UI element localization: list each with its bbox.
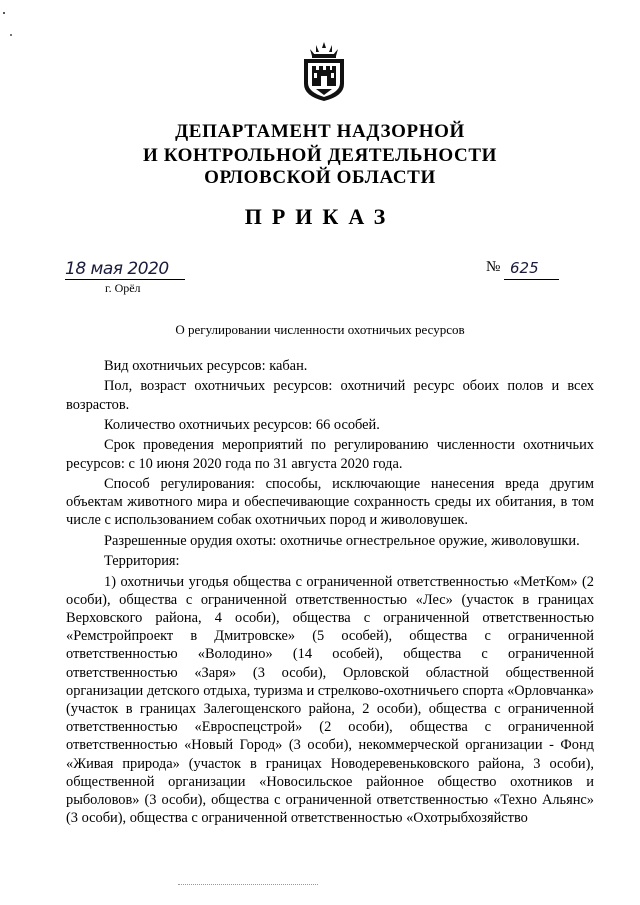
- department-name-line-2: И КОНТРОЛЬНОЙ ДЕЯТЕЛЬНОСТИ: [142, 145, 498, 166]
- coat-of-arms-icon: [299, 40, 349, 102]
- city-label: г. Орёл: [105, 281, 141, 295]
- order-title: ПРИКАЗ: [244, 204, 396, 229]
- paragraph-weapons: Разрешенные орудия охоты: охотничье огнестрельное оружие, живоловушки.: [104, 532, 580, 549]
- department-name-line-3: ОРЛОВСКОЙ ОБЛАСТИ: [204, 167, 436, 188]
- handwritten-number: 625: [510, 259, 539, 277]
- date-underline: [65, 279, 185, 280]
- paragraph-method: Способ регулирования: способы, исключающие нанесения вреда другим объектам животного мира и обеспечивающие сохранность среды их обитания, в том числе с использованием собак охотничьих пород и живоловушек.: [66, 475, 594, 529]
- paragraph-sex-age: Пол, возраст охотничьих ресурсов: охотничий ресурс обоих полов и всех возрастов.: [66, 378, 594, 413]
- paragraph-period: Срок проведения мероприятий по регулированию численности охотничьих ресурсов: с 10 июня 2020 года по 31 августа 2020 года.: [66, 437, 594, 472]
- order-subject: О регулировании численности охотничьих ресурсов: [175, 322, 465, 337]
- paragraph-territory-heading: Территория:: [104, 553, 180, 570]
- number-sign: №: [486, 259, 501, 275]
- paragraph-quantity: Количество охотничьих ресурсов: 66 особей.: [104, 416, 380, 433]
- department-name-line-1: ДЕПАРТАМЕНТ НАДЗОРНОЙ: [175, 121, 465, 142]
- number-underline: [504, 279, 559, 280]
- paragraph-resource-type: Вид охотничьих ресурсов: кабан.: [104, 358, 308, 374]
- order-number: [486, 259, 576, 289]
- scan-speck: [3, 12, 5, 14]
- scan-speck: [10, 34, 12, 36]
- order-date: [65, 259, 205, 299]
- order-body: [66, 357, 594, 827]
- handwritten-date: 18 мая 2020: [65, 259, 169, 279]
- paragraph-territory-list: 1) охотничьи угодья общества с ограниченной ответственностью «МетКом» (2 особи), общества с ограниченной ответственностью «Лес» (участок в границах Верховского района, 4 особи), общества с ограниченной ответственностью «Ремстройпроект в Дмитровске» (5 особей), общества с ограниченной ответственностью «Володино» (14 особей), общества с ограниченной ответственностью «Заря» (3 особи), Орловской областной общественной организации детского отдыха, туризма и стрелково-охотничьего спорта «Орловчанка» (участок в границах Залегощенского района, 2 особи), общества с ограниченной ответственностью «Евроспецстрой» (2 особи), общества с ограниченной ответственностью «Новый Город» (3 особи), некоммерческой организации - Фонд «Живая природа» (участок в границах Новодеревеньковского района, 3 особи), общественной организации «Новосильское районное общество охотников и рыболовов» (3 особи), общества с ограниченной ответственностью «Техно Альянс» (3 особи), общества с ограниченной ответственностью «Охотрыбхозяйство: [66, 573, 594, 827]
- footer-dotted-line: [178, 884, 318, 885]
